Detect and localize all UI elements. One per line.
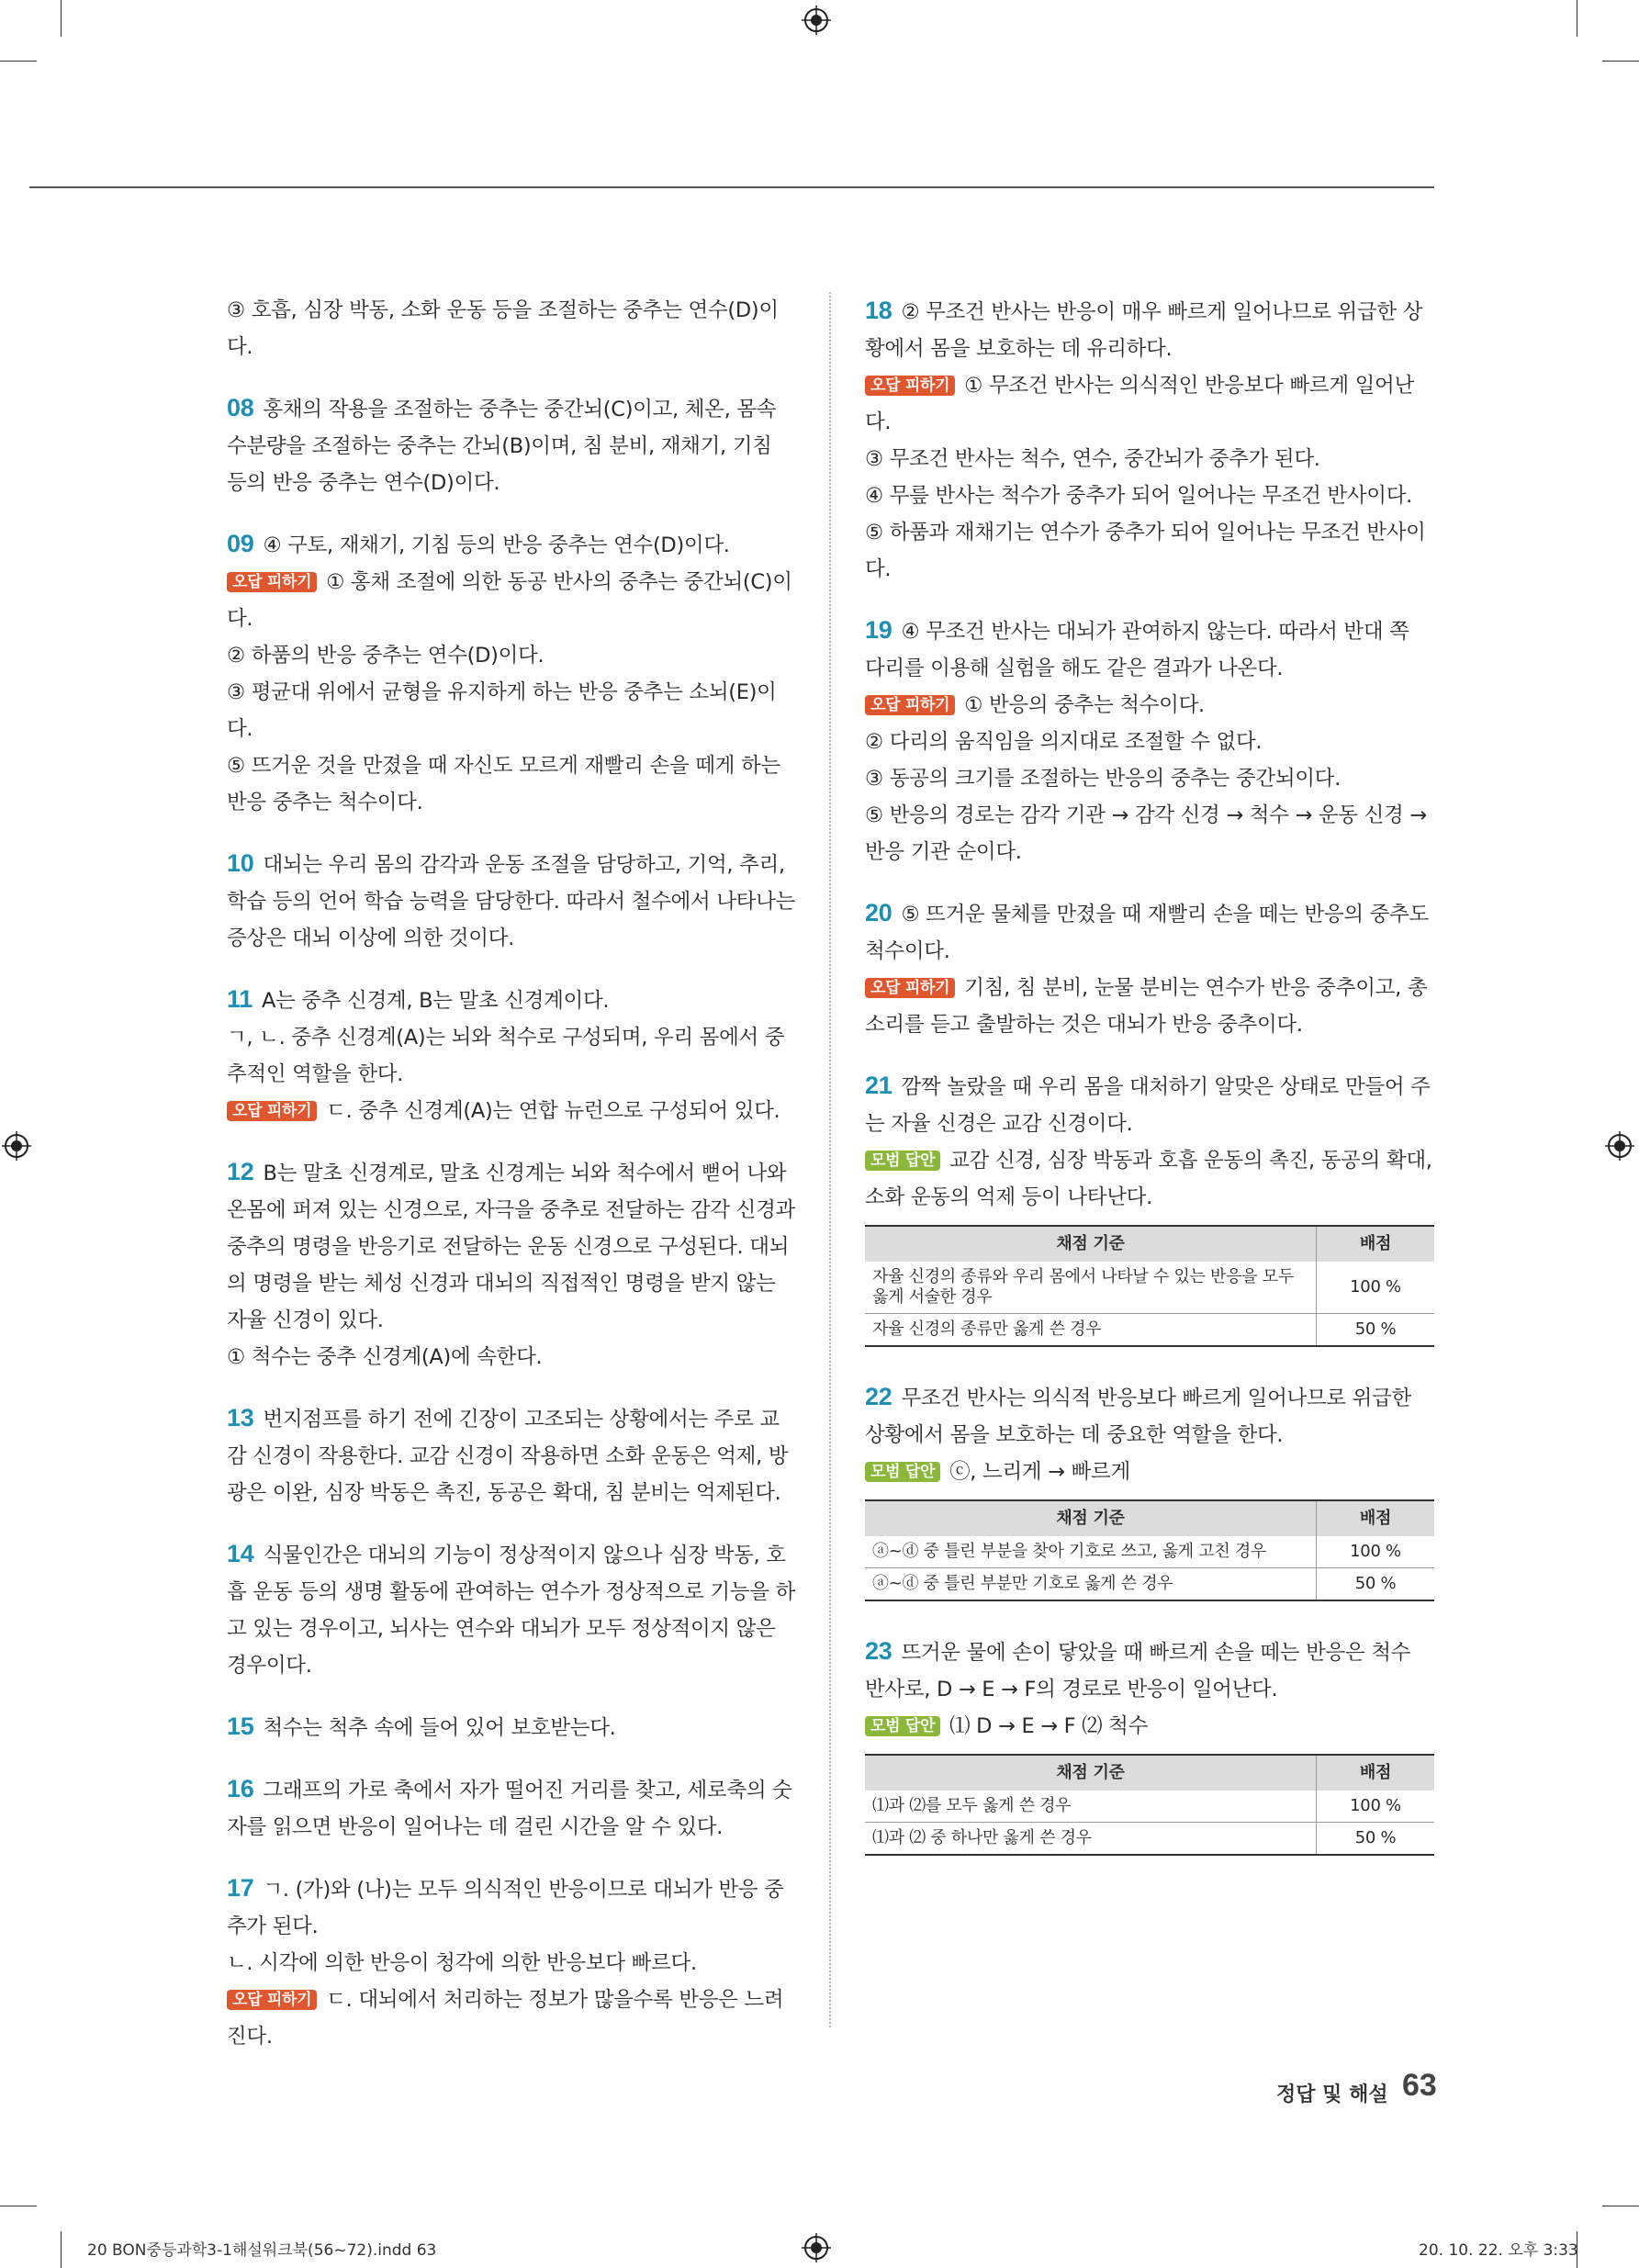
criteria-header: 채점 기준 <box>865 1500 1317 1536</box>
wrong-line: ㄷ. 중추 신경계(A)는 연합 뉴런으로 구성되어 있다. <box>326 1099 780 1123</box>
wrong-line: ㄷ. 대뇌에서 처리하는 정보가 많을수록 반응은 느려진다. <box>227 1988 784 2049</box>
answer-line: ㄱ. (가)와 (나)는 모두 의식적인 반응이므로 대뇌가 반응 중추가 된다. <box>227 1878 784 1938</box>
question-number: 08 <box>227 394 254 421</box>
crop-mark <box>1602 61 1639 62</box>
answer-text <box>865 1067 1434 1142</box>
answer-line: 무조건 반사는 의식적 반응보다 빠르게 일어나므로 위급한 상황에서 몸을 보호하는 데 중요한 역할을 한다. <box>865 1387 1411 1447</box>
model-answer-tag: 모범 답안 <box>865 1716 940 1736</box>
wrong-line: ③ 평균대 위에서 균형을 유지하게 하는 반응 중추는 소뇌(E)이다. <box>227 680 777 741</box>
column-divider <box>829 292 831 2027</box>
answer-text <box>227 1708 796 1746</box>
crop-mark <box>0 61 37 62</box>
question-number: 12 <box>227 1158 254 1185</box>
registration-mark-icon <box>2 1131 31 1161</box>
answer-item <box>865 1633 1434 1856</box>
model-answer-text: ⓒ, 느리게 → 빠르게 <box>949 1460 1130 1484</box>
question-number: 15 <box>227 1712 254 1740</box>
question-number: 13 <box>227 1404 254 1432</box>
wrong-explanation <box>227 674 796 747</box>
criteria-cell: 자율 신경의 종류와 우리 몸에서 나타날 수 있는 반응을 모두 옳게 서술한 경우 <box>865 1262 1317 1314</box>
wrong-answer-tag: 오답 피하기 <box>227 1101 317 1121</box>
question-number: 10 <box>227 849 254 877</box>
print-slug-file: 20 BON중등과학3-1해설워크북(56~72).indd 63 <box>87 2241 437 2260</box>
question-number: 18 <box>865 297 892 324</box>
wrong-line: ② 하품의 반응 중추는 연수(D)이다. <box>227 644 544 668</box>
scoring-row <box>865 1823 1434 1856</box>
answer-item <box>227 845 796 957</box>
print-slug-date: 20. 10. 22. 오후 3:33 <box>1419 2241 1578 2260</box>
question-number: 11 <box>227 985 253 1013</box>
wrong-explanation <box>865 724 1434 760</box>
answer-text <box>865 894 1434 970</box>
wrong-explanation <box>865 797 1434 870</box>
answer-item <box>227 1535 796 1684</box>
answer-line: ㄱ, ㄴ. 중추 신경계(A)는 뇌와 척수로 구성되며, 우리 몸에서 중추적인 역할을 한다. <box>227 1026 785 1086</box>
answer-item <box>227 525 796 821</box>
model-answer <box>865 1708 1434 1745</box>
question-number: 09 <box>227 530 254 557</box>
answer-line: 척수는 척추 속에 들어 있어 보호받는다. <box>263 1716 616 1740</box>
wrong-explanation <box>865 477 1434 514</box>
wrong-line: ⑤ 뜨거운 것을 만졌을 때 자신도 모르게 재빨리 손을 떼게 하는 반응 중추는 척수이다. <box>227 754 780 814</box>
answer-line: 홍채의 작용을 조절하는 중추는 중간뇌(C)이고, 체온, 몸속 수분량을 조절하는 중추는 간뇌(B)이며, 침 분비, 재채기, 기침 등의 반응 중추는 연수(D)이다. <box>227 398 777 495</box>
scoring-header-row <box>865 1755 1434 1791</box>
question-number: 14 <box>227 1540 254 1567</box>
wrong-explanation <box>227 637 796 674</box>
answer-line: ③ 호흡, 심장 박동, 소화 운동 등을 조절하는 중추는 연수(D)이다. <box>227 298 779 359</box>
criteria-cell: 자율 신경의 종류만 옳게 쓴 경우 <box>865 1314 1317 1347</box>
answer-item <box>227 1399 796 1511</box>
scoring-table <box>865 1754 1434 1856</box>
scoring-row <box>865 1791 1434 1823</box>
wrong-line: ④ 무릎 반사는 척수가 중추가 되어 일어나는 무조건 반사이다. <box>865 484 1412 508</box>
answer-item <box>865 1378 1434 1601</box>
left-column <box>227 292 796 2079</box>
answer-line: ① 척수는 중추 신경계(A)에 속한다. <box>227 1345 543 1369</box>
answer-item <box>227 1869 796 2055</box>
question-number: 20 <box>865 899 892 926</box>
answer-text <box>227 389 796 501</box>
wrong-explanation <box>865 367 1434 441</box>
answer-line: 그래프의 가로 축에서 자가 떨어진 거리를 찾고, 세로축의 숫자를 읽으면 반응이 일어나는 데 걸린 시간을 알 수 있다. <box>227 1779 792 1839</box>
wrong-explanation <box>227 1982 796 2055</box>
right-column <box>865 292 1434 1887</box>
answer-text <box>227 845 796 957</box>
wrong-answer-tag: 오답 피하기 <box>227 1990 317 2010</box>
answer-line: 식물인간은 대뇌의 기능이 정상적이지 않으나 심장 박동, 호흡 운동 등의 생명 활동에 관여하는 연수가 정상적으로 기능을 하고 있는 경우이고, 뇌사는 연수와 대뇌가 모두 정상적이지 않은 경우이다. <box>227 1544 795 1678</box>
model-answer-text: 교감 신경, 심장 박동과 호흡 운동의 촉진, 동공의 확대, 소화 운동의 억제 등이 나타난다. <box>865 1149 1432 1209</box>
question-number: 17 <box>227 1874 254 1902</box>
answer-line: 번지점프를 하기 전에 긴장이 고조되는 상황에서는 주로 교감 신경이 작용한다. 교감 신경이 작용하면 소화 운동은 억제, 방광은 이완, 심장 박동은 촉진, 동공은 확대, 침 분비는 억제된다. <box>227 1408 789 1505</box>
answer-line: ② 무조건 반사는 반응이 매우 빠르게 일어나므로 위급한 상황에서 몸을 보호하는 데 유리하다. <box>865 300 1423 361</box>
wrong-line: 기침, 침 분비, 눈물 분비는 연수가 반응 중추이고, 총소리를 듣고 출발하는 것은 대뇌가 반응 중추이다. <box>865 976 1428 1037</box>
answer-text <box>227 1339 796 1375</box>
answer-item <box>865 292 1434 588</box>
wrong-explanation <box>227 1093 796 1129</box>
model-answer-tag: 모범 답안 <box>865 1151 940 1171</box>
wrong-line: ① 홍채 조절에 의한 동공 반사의 중추는 중간뇌(C)이다. <box>227 570 792 631</box>
registration-mark-icon <box>1605 1131 1634 1161</box>
answer-item <box>865 894 1434 1043</box>
answer-line: A는 중추 신경계, B는 말초 신경계이다. <box>261 989 610 1013</box>
wrong-answer-tag: 오답 피하기 <box>865 978 955 998</box>
wrong-explanation <box>865 970 1434 1043</box>
wrong-line: ⑤ 하품과 재채기는 연수가 중추가 되어 일어나는 무조건 반사이다. <box>865 521 1426 581</box>
answer-item <box>227 389 796 501</box>
wrong-explanation <box>865 687 1434 724</box>
wrong-explanation <box>227 747 796 821</box>
header-rule <box>29 186 1434 188</box>
answer-item <box>227 292 796 365</box>
answer-line: ㄴ. 시각에 의한 반응이 청각에 의한 반응보다 빠르다. <box>227 1951 697 1975</box>
wrong-answer-tag: 오답 피하기 <box>865 695 955 715</box>
answer-line: ⑤ 뜨거운 물체를 만졌을 때 재빨리 손을 떼는 반응의 중추도 척수이다. <box>865 903 1429 963</box>
wrong-line: ① 무조건 반사는 의식적인 반응보다 빠르게 일어난다. <box>865 374 1414 434</box>
wrong-answer-tag: 오답 피하기 <box>227 572 317 592</box>
question-number: 23 <box>865 1637 892 1665</box>
wrong-line: ⑤ 반응의 경로는 감각 기관 → 감각 신경 → 척수 → 운동 신경 → 반응 기관 순이다. <box>865 803 1427 864</box>
answer-text <box>865 1378 1434 1454</box>
wrong-line: ③ 동공의 크기를 조절하는 반응의 중추는 중간뇌이다. <box>865 767 1341 791</box>
scoring-row <box>865 1314 1434 1347</box>
answer-item <box>865 612 1434 870</box>
points-header: 배점 <box>1317 1755 1435 1791</box>
points-cell: 50 % <box>1317 1823 1435 1856</box>
scoring-header-row <box>865 1500 1434 1536</box>
wrong-answer-tag: 오답 피하기 <box>865 376 955 396</box>
points-cell: 100 % <box>1317 1791 1435 1823</box>
answer-line: ④ 구토, 재채기, 기침 등의 반응 중추는 연수(D)이다. <box>263 533 730 557</box>
answer-text <box>865 1633 1434 1708</box>
wrong-explanation <box>865 441 1434 477</box>
answer-text <box>227 525 796 564</box>
answer-item <box>865 1067 1434 1347</box>
answer-item <box>227 1770 796 1846</box>
model-answer <box>865 1454 1434 1490</box>
wrong-line: ① 반응의 중추는 척수이다. <box>964 693 1205 717</box>
answer-line: 깜짝 놀랐을 때 우리 몸을 대처하기 알맞은 상태로 만들어 주는 자율 신경은 교감 신경이다. <box>865 1075 1431 1136</box>
answer-item <box>227 981 796 1129</box>
answer-text <box>227 1019 796 1093</box>
wrong-explanation <box>865 760 1434 797</box>
points-cell: 100 % <box>1317 1536 1435 1568</box>
points-cell: 50 % <box>1317 1568 1435 1601</box>
answer-text <box>227 1399 796 1511</box>
registration-mark-icon <box>802 6 831 35</box>
registration-mark-icon <box>802 2233 831 2262</box>
answer-text <box>227 981 796 1019</box>
model-answer-text: ⑴ D → E → F ⑵ 척수 <box>949 1714 1149 1738</box>
scoring-row <box>865 1568 1434 1601</box>
answer-line: B는 말초 신경계로, 말초 신경계는 뇌와 척수에서 뻗어 나와 온몸에 퍼져 있는 신경으로, 자극을 중추로 전달하는 감각 신경과 중추의 명령을 반응기로 전달하는 운동 신경으로 구성된다. 대뇌의 명령을 받는 체성 신경과 대뇌의 직접적인 명령을 받지 않는 자율 신경이 있다. <box>227 1162 795 1332</box>
answer-text <box>227 1153 796 1339</box>
criteria-cell: ⑴과 ⑵를 모두 옳게 쓴 경우 <box>865 1791 1317 1823</box>
model-answer-tag: 모범 답안 <box>865 1462 940 1482</box>
answer-text <box>227 1869 796 1945</box>
question-number: 21 <box>865 1072 892 1099</box>
scoring-row <box>865 1262 1434 1314</box>
points-cell: 50 % <box>1317 1314 1435 1347</box>
page-number: 63 <box>1402 2068 1437 2103</box>
answer-text <box>865 292 1434 367</box>
criteria-header: 채점 기준 <box>865 1755 1317 1791</box>
answer-text <box>227 292 796 365</box>
answer-text <box>227 1535 796 1684</box>
wrong-line: ② 다리의 움직임을 의지대로 조절할 수 없다. <box>865 730 1263 754</box>
scoring-table <box>865 1225 1434 1347</box>
criteria-cell: ⓐ~ⓓ 중 틀린 부분을 찾아 기호로 쓰고, 옳게 고친 경우 <box>865 1536 1317 1568</box>
question-number: 16 <box>227 1775 254 1802</box>
scoring-row <box>865 1536 1434 1568</box>
answer-text <box>865 612 1434 687</box>
answer-text <box>227 1770 796 1846</box>
points-header: 배점 <box>1317 1226 1435 1262</box>
scoring-header-row <box>865 1226 1434 1262</box>
criteria-cell: ⑴과 ⑵ 중 하나만 옳게 쓴 경우 <box>865 1823 1317 1856</box>
criteria-header: 채점 기준 <box>865 1226 1317 1262</box>
question-number: 22 <box>865 1383 892 1410</box>
crop-mark <box>61 2231 62 2268</box>
answer-item <box>227 1153 796 1375</box>
wrong-explanation <box>865 514 1434 588</box>
points-cell: 100 % <box>1317 1262 1435 1314</box>
model-answer <box>865 1142 1434 1216</box>
question-number: 19 <box>865 616 892 644</box>
criteria-cell: ⓐ~ⓓ 중 틀린 부분만 기호로 옳게 쓴 경우 <box>865 1568 1317 1601</box>
scoring-table <box>865 1499 1434 1601</box>
wrong-explanation <box>227 564 796 637</box>
answer-line: ④ 무조건 반사는 대뇌가 관여하지 않는다. 따라서 반대 쪽 다리를 이용해 실험을 해도 같은 결과가 나온다. <box>865 620 1409 680</box>
answer-line: 뜨거운 물에 손이 닿았을 때 빠르게 손을 떼는 반응은 척수 반사로, D → E → F의 경로로 반응이 일어난다. <box>865 1641 1411 1701</box>
wrong-line: ③ 무조건 반사는 척수, 연수, 중간뇌가 중추가 된다. <box>865 447 1320 471</box>
points-header: 배점 <box>1317 1500 1435 1536</box>
footer-section-label: 정답 및 해설 <box>1276 2083 1388 2106</box>
answer-item <box>227 1708 796 1746</box>
answer-line: 대뇌는 우리 몸의 감각과 운동 조절을 담당하고, 기억, 추리, 학습 등의 언어 학습 능력을 담당한다. 따라서 철수에서 나타나는 증상은 대뇌 이상에 의한 것이다. <box>227 853 795 950</box>
crop-mark <box>61 0 62 37</box>
answer-text <box>227 1945 796 1982</box>
